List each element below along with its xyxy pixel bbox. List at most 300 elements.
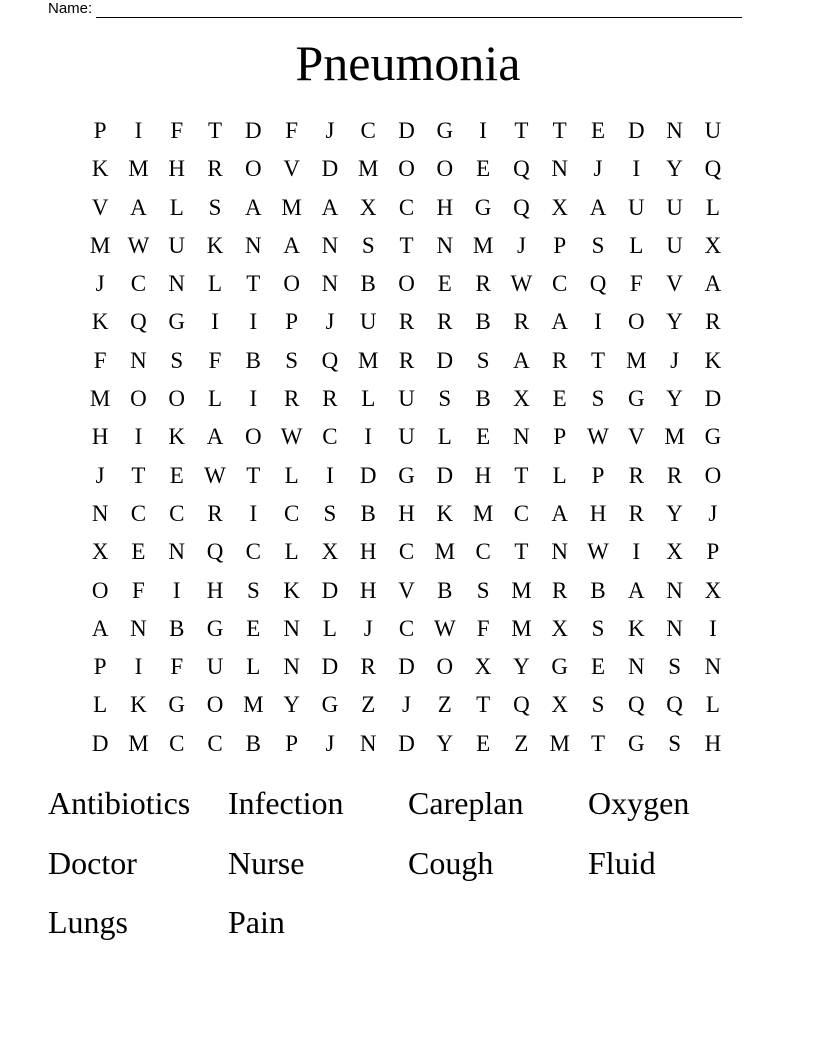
grid-letter: N <box>283 654 300 680</box>
grid-letter: Z <box>361 692 376 718</box>
grid-letter: R <box>398 347 415 373</box>
grid-letter: Y <box>666 500 683 526</box>
grid-letter: P <box>706 539 720 565</box>
grid-letter: R <box>398 309 415 335</box>
grid-letter: V <box>398 577 415 603</box>
grid-letter: C <box>552 271 568 297</box>
grid-letter: S <box>668 654 681 680</box>
grid-letter: U <box>398 424 415 450</box>
grid-letter: X <box>513 386 530 412</box>
grid-letter: R <box>666 462 683 488</box>
grid-letter: I <box>134 424 143 450</box>
grid-letter: V <box>627 424 645 450</box>
grid-letter: Z <box>514 730 529 756</box>
grid-letter: U <box>627 194 645 220</box>
grid-letter: J <box>516 232 526 258</box>
grid-letter: M <box>511 615 532 641</box>
word-list-item: Doctor <box>48 844 137 881</box>
grid-letter: D <box>321 577 339 603</box>
grid-letter: R <box>322 386 338 412</box>
grid-letter: K <box>130 692 147 718</box>
grid-letter: Y <box>436 730 454 756</box>
grid-letter: I <box>594 309 602 335</box>
grid-letter: R <box>475 271 491 297</box>
grid-letter: T <box>514 118 529 143</box>
grid-letter: A <box>321 194 339 220</box>
grid-letter: N <box>627 654 645 680</box>
grid-letter: B <box>245 347 261 373</box>
grid-letter: S <box>170 347 184 373</box>
grid-letter: N <box>666 118 683 143</box>
grid-letter: S <box>668 730 681 756</box>
grid-letter: M <box>128 730 149 756</box>
grid-letter: M <box>664 424 685 450</box>
grid-letter: L <box>208 386 223 412</box>
grid-letter: N <box>666 615 683 641</box>
grid-letter: R <box>628 462 644 488</box>
grid-letter: W <box>587 539 609 565</box>
grid-letter: M <box>472 232 494 258</box>
grid-letter: H <box>91 424 109 450</box>
word-list-item: Nurse <box>228 844 305 881</box>
word-list-item: Antibiotics <box>48 785 191 821</box>
grid-letter: F <box>476 615 490 641</box>
grid-letter: E <box>552 386 567 412</box>
grid-letter: T <box>399 232 414 258</box>
grid-letter: N <box>551 156 569 182</box>
grid-letter: G <box>474 194 492 220</box>
grid-letter: L <box>629 232 644 258</box>
name-label: Name: <box>48 0 93 17</box>
grid-letter: N <box>91 500 109 526</box>
grid-letter: D <box>359 462 377 488</box>
grid-letter: Q <box>704 156 722 182</box>
grid-letter: J <box>95 462 105 488</box>
grid-letter: I <box>709 615 717 641</box>
grid-letter: H <box>589 500 607 526</box>
grid-letter: W <box>127 232 150 258</box>
grid-letter: M <box>434 539 456 565</box>
grid-letter: N <box>436 232 454 258</box>
grid-letter: A <box>627 577 645 603</box>
grid-letter: J <box>325 118 335 143</box>
grid-letter: D <box>245 118 262 143</box>
grid-letter: C <box>130 271 147 297</box>
grid-letter: W <box>587 424 609 450</box>
word-list-item: Oxygen <box>588 785 690 821</box>
grid-letter: K <box>436 500 454 526</box>
grid-letter: O <box>627 309 645 335</box>
grid-letter: B <box>475 309 491 335</box>
grid-letter: L <box>322 615 337 641</box>
grid-letter: E <box>131 539 146 565</box>
grid-letter: I <box>326 462 334 488</box>
grid-letter: A <box>513 347 530 373</box>
grid-letter: L <box>705 692 720 718</box>
grid-letter: T <box>590 347 606 373</box>
grid-letter: F <box>93 347 107 373</box>
grid-letter: L <box>437 424 452 450</box>
grid-letter: M <box>281 194 302 220</box>
grid-letter: A <box>551 500 569 526</box>
grid-letter: O <box>245 156 262 182</box>
word-list-item: Cough <box>408 844 494 881</box>
grid-letter: Y <box>666 386 683 412</box>
grid-letter: B <box>360 271 376 297</box>
grid-letter: S <box>323 500 337 526</box>
grid-letter: J <box>325 309 335 335</box>
word-list-item: Infection <box>228 785 344 821</box>
grid-letter: T <box>208 118 223 143</box>
grid-letter: T <box>514 462 529 488</box>
grid-letter: R <box>628 500 644 526</box>
grid-letter: W <box>204 462 226 488</box>
grid-letter: D <box>91 730 109 756</box>
grid-letter: U <box>666 232 683 258</box>
grid-letter: F <box>170 118 184 143</box>
grid-letter: K <box>704 347 722 373</box>
grid-letter: S <box>591 615 605 641</box>
word-list-item: Lungs <box>48 904 128 940</box>
grid-letter: I <box>211 309 219 335</box>
grid-letter: Q <box>206 539 224 565</box>
grid-letter: B <box>590 577 606 603</box>
grid-letter: X <box>551 692 569 718</box>
grid-letter: T <box>246 271 261 297</box>
grid-letter: N <box>551 539 569 565</box>
grid-letter: L <box>246 654 261 680</box>
grid-letter: M <box>472 500 494 526</box>
grid-letter: X <box>704 232 722 258</box>
grid-letter: U <box>398 386 415 412</box>
grid-letter: H <box>474 462 492 488</box>
grid-letter: X <box>551 194 569 220</box>
grid-letter: N <box>321 271 339 297</box>
grid-letter: P <box>553 232 567 258</box>
grid-letter: Z <box>437 692 452 718</box>
grid-letter: D <box>321 654 339 680</box>
grid-letter: N <box>666 577 683 603</box>
grid-letter: E <box>246 615 261 641</box>
grid-letter: N <box>321 232 339 258</box>
grid-letter: S <box>246 577 260 603</box>
grid-letter: F <box>132 577 145 603</box>
grid-letter: H <box>168 156 186 182</box>
grid-letter: H <box>359 577 377 603</box>
grid-letter: O <box>436 654 454 680</box>
grid-letter: D <box>398 654 415 680</box>
grid-letter: E <box>476 156 491 182</box>
grid-letter: N <box>168 539 186 565</box>
grid-letter: G <box>627 730 645 756</box>
grid-letter: X <box>321 539 339 565</box>
grid-letter: P <box>285 309 299 335</box>
grid-letter: U <box>359 309 377 335</box>
grid-letter: C <box>322 424 338 450</box>
grid-letter: S <box>476 347 490 373</box>
grid-letter: G <box>206 615 224 641</box>
grid-letter: M <box>549 730 570 756</box>
grid-letter: J <box>708 500 718 526</box>
grid-letter: D <box>704 386 722 412</box>
grid-letter: I <box>364 424 373 450</box>
grid-letter: P <box>591 462 605 488</box>
grid-letter: E <box>169 462 184 488</box>
grid-letter: I <box>479 118 487 143</box>
grid-letter: B <box>245 730 261 756</box>
grid-letter: H <box>436 194 454 220</box>
grid-letter: A <box>589 194 607 220</box>
grid-letter: U <box>704 118 722 143</box>
grid-letter: R <box>207 500 223 526</box>
name-field <box>48 0 742 18</box>
grid-letter: C <box>245 539 261 565</box>
grid-letter: S <box>208 194 222 220</box>
grid-letter: W <box>280 424 303 450</box>
grid-letter: O <box>283 271 300 297</box>
word-list-item: Careplan <box>408 785 524 821</box>
grid-letter: O <box>130 386 147 412</box>
grid-letter: A <box>91 615 109 641</box>
grid-letter: C <box>130 500 147 526</box>
grid-letter: V <box>666 271 683 297</box>
grid-letter: M <box>358 156 379 182</box>
grid-letter: G <box>551 654 569 680</box>
grid-letter: K <box>206 232 224 258</box>
grid-letter: T <box>590 730 606 756</box>
grid-letter: C <box>360 118 376 143</box>
grid-letter: N <box>283 615 300 641</box>
grid-letter: U <box>206 654 224 680</box>
grid-letter: M <box>89 232 111 258</box>
grid-letter: L <box>208 271 223 297</box>
grid-letter: C <box>169 730 185 756</box>
grid-letter: E <box>590 654 606 680</box>
grid-letter: R <box>552 347 568 373</box>
grid-letter: G <box>398 462 415 488</box>
grid-letter: P <box>285 730 299 756</box>
grid-letter: C <box>475 539 491 565</box>
grid-letter: C <box>513 500 530 526</box>
grid-letter: J <box>95 271 105 297</box>
grid-letter: S <box>591 692 605 718</box>
grid-letter: F <box>208 347 222 373</box>
grid-letter: X <box>474 654 492 680</box>
grid-letter: B <box>437 577 453 603</box>
grid-letter: M <box>128 156 149 182</box>
word-list-item: Fluid <box>588 844 656 881</box>
grid-letter: L <box>284 462 299 488</box>
grid-letter: X <box>666 539 683 565</box>
grid-letter: K <box>283 577 300 603</box>
grid-letter: N <box>168 271 186 297</box>
grid-letter: C <box>283 500 300 526</box>
grid-letter: G <box>704 424 722 450</box>
grid-letter: I <box>632 156 641 182</box>
grid-letter: J <box>325 730 335 756</box>
grid-letter: N <box>704 654 722 680</box>
page-title: Pneumonia <box>295 35 521 91</box>
grid-letter: K <box>91 156 109 182</box>
grid-letter: R <box>360 654 376 680</box>
grid-letter: R <box>513 309 530 335</box>
grid-letter: L <box>552 462 567 488</box>
grid-letter: G <box>321 692 339 718</box>
grid-letter: M <box>243 692 264 718</box>
grid-letter: F <box>285 118 299 143</box>
grid-letter: O <box>245 424 262 450</box>
grid-letter: T <box>476 692 491 718</box>
grid-letter: B <box>360 500 376 526</box>
grid-letter: O <box>206 692 224 718</box>
grid-letter: S <box>591 386 605 412</box>
grid-letter: G <box>627 386 645 412</box>
letter-grid <box>81 112 732 763</box>
grid-letter: Y <box>513 654 530 680</box>
grid-letter: R <box>705 309 721 335</box>
grid-letter: M <box>358 347 379 373</box>
grid-letter: S <box>476 577 490 603</box>
grid-letter: C <box>169 500 185 526</box>
grid-letter: G <box>168 692 186 718</box>
grid-letter: D <box>436 347 454 373</box>
grid-letter: U <box>666 194 683 220</box>
grid-letter: X <box>551 615 569 641</box>
word-list <box>48 774 768 953</box>
grid-letter: K <box>627 615 645 641</box>
grid-letter: S <box>285 347 299 373</box>
grid-letter: G <box>168 309 186 335</box>
grid-letter: K <box>91 309 109 335</box>
grid-letter: A <box>245 194 262 220</box>
grid-letter: W <box>510 271 533 297</box>
grid-letter: S <box>591 232 605 258</box>
grid-letter: M <box>89 386 111 412</box>
grid-letter: L <box>361 386 376 412</box>
grid-letter: L <box>705 194 720 220</box>
grid-letter: X <box>704 577 722 603</box>
grid-letter: T <box>131 462 146 488</box>
grid-letter: I <box>134 118 143 143</box>
grid-letter: Y <box>666 309 683 335</box>
grid-letter: N <box>359 730 377 756</box>
grid-letter: L <box>284 539 299 565</box>
grid-letter: S <box>361 232 375 258</box>
grid-letter: Q <box>589 271 607 297</box>
grid-letter: Q <box>513 194 530 220</box>
grid-letter: N <box>245 232 262 258</box>
grid-letter: P <box>553 424 567 450</box>
grid-letter: D <box>398 118 415 143</box>
grid-letter: F <box>629 271 643 297</box>
grid-letter: N <box>513 424 530 450</box>
grid-letter: Q <box>321 347 339 373</box>
grid-letter: V <box>283 156 300 182</box>
grid-letter: F <box>170 654 184 680</box>
grid-letter: Y <box>666 156 683 182</box>
grid-letter: M <box>626 347 647 373</box>
grid-letter: Q <box>513 156 530 182</box>
grid-letter: H <box>398 500 415 526</box>
grid-letter: D <box>321 156 339 182</box>
grid-letter: O <box>91 577 109 603</box>
grid-letter: J <box>670 347 680 373</box>
grid-letter: C <box>398 539 415 565</box>
grid-letter: R <box>283 386 300 412</box>
grid-letter: D <box>398 730 415 756</box>
grid-letter: D <box>627 118 645 143</box>
grid-letter: X <box>359 194 377 220</box>
grid-letter: K <box>168 424 186 450</box>
grid-letter: I <box>172 577 181 603</box>
grid-letter: P <box>93 118 107 143</box>
grid-letter: I <box>134 654 143 680</box>
grid-letter: J <box>363 615 373 641</box>
name-underline <box>96 2 742 18</box>
grid-letter: Q <box>513 692 530 718</box>
grid-letter: I <box>632 539 641 565</box>
grid-letter: E <box>437 271 452 297</box>
grid-letter: I <box>249 500 258 526</box>
grid-letter: B <box>169 615 185 641</box>
grid-letter: J <box>402 692 411 718</box>
grid-letter: H <box>704 730 722 756</box>
grid-letter: I <box>249 309 258 335</box>
grid-letter: M <box>511 577 532 603</box>
grid-letter: G <box>436 118 454 143</box>
grid-letter: O <box>168 386 186 412</box>
grid-letter: R <box>552 577 568 603</box>
grid-letter: A <box>551 309 569 335</box>
grid-letter: E <box>476 730 491 756</box>
grid-letter: A <box>206 424 224 450</box>
grid-letter: N <box>130 615 147 641</box>
grid-letter: U <box>168 232 186 258</box>
grid-letter: R <box>437 309 453 335</box>
grid-letter: Q <box>666 692 683 718</box>
grid-letter: D <box>436 462 454 488</box>
grid-letter: J <box>593 156 603 182</box>
grid-letter: C <box>398 194 415 220</box>
grid-letter: T <box>552 118 567 143</box>
grid-letter: P <box>93 654 107 680</box>
grid-letter: C <box>207 730 223 756</box>
grid-letter: A <box>283 232 300 258</box>
grid-letter: S <box>438 386 452 412</box>
grid-letter: V <box>91 194 109 220</box>
grid-letter: H <box>206 577 224 603</box>
grid-letter: H <box>359 539 377 565</box>
grid-letter: O <box>436 156 454 182</box>
grid-letter: L <box>93 692 108 718</box>
grid-letter: N <box>130 347 147 373</box>
grid-letter: E <box>476 424 491 450</box>
grid-letter: X <box>91 539 109 565</box>
grid-letter: I <box>249 386 258 412</box>
grid-letter: O <box>398 156 415 182</box>
grid-letter: O <box>704 462 722 488</box>
grid-letter: Y <box>283 692 300 718</box>
grid-letter: Q <box>130 309 147 335</box>
grid-letter: R <box>207 156 223 182</box>
grid-letter: A <box>704 271 722 297</box>
grid-letter: O <box>398 271 415 297</box>
grid-letter: C <box>398 615 415 641</box>
grid-letter: T <box>514 539 529 565</box>
grid-letter: Q <box>627 692 645 718</box>
grid-letter: W <box>433 615 456 641</box>
grid-letter: B <box>475 386 491 412</box>
